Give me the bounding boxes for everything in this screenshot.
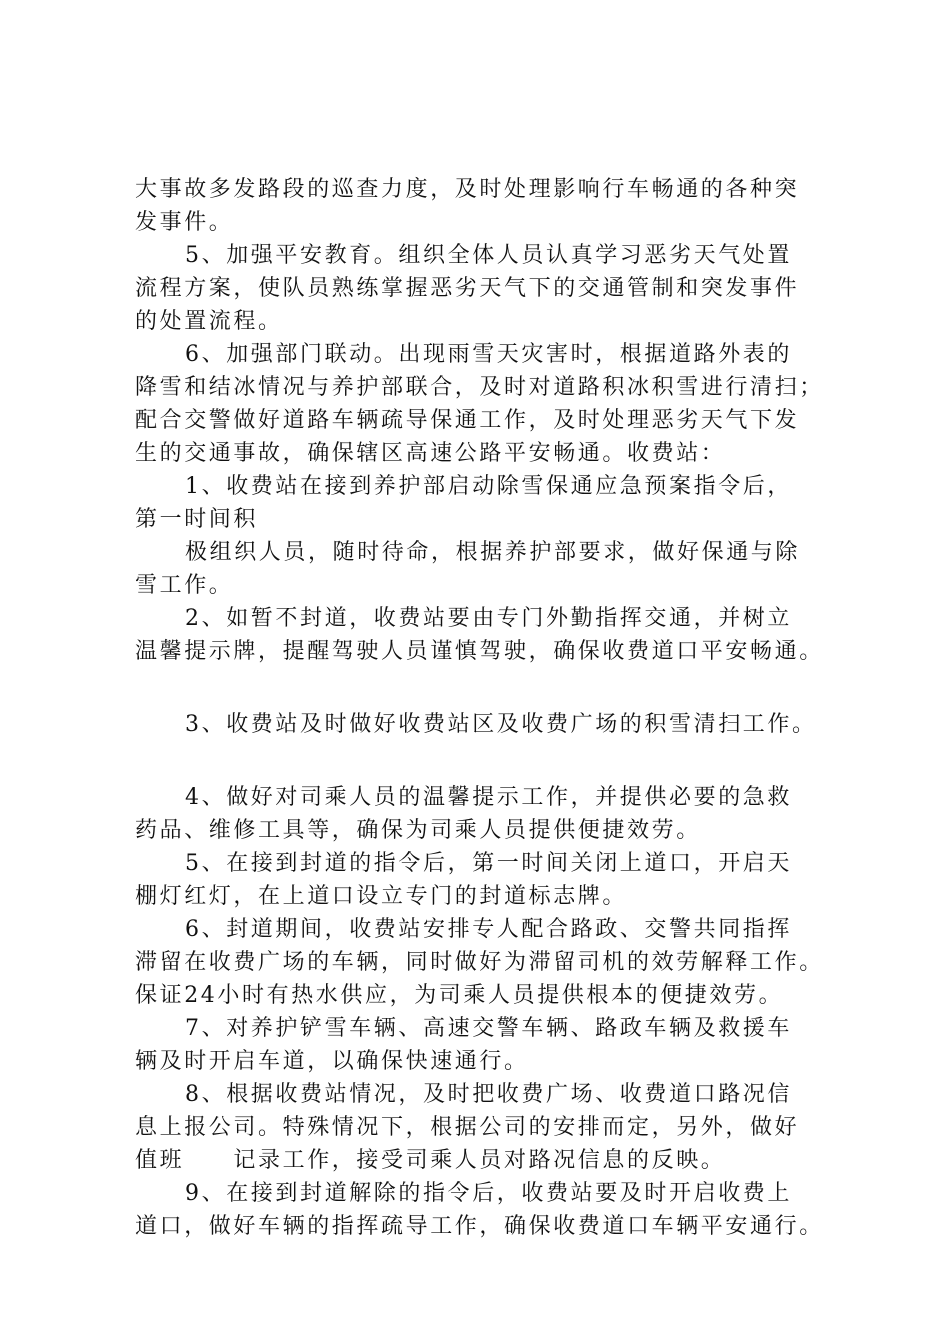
paragraph-line: 8、根据收费站情况，及时把收费广场、收费道口路况信 <box>185 1082 792 1107</box>
text-line: 息上报公司。特殊情况下，根据公司的安排而定，另外，做好 <box>135 1115 800 1140</box>
text-line: 的处置流程。 <box>135 309 283 334</box>
text-line: 值班 记录工作，接受司乘人员对路况信息的反映。 <box>135 1148 726 1173</box>
text-line: 大事故多发路段的巡查力度，及时处理影响行车畅通的各种突 <box>135 177 800 202</box>
text-line: 药品、维修工具等，确保为司乘人员提供便捷效劳。 <box>135 818 701 843</box>
text-line: 辆及时开启车道，以确保快速通行。 <box>135 1049 529 1074</box>
paragraph-line: 2、如暂不封道，收费站要由专门外勤指挥交通，并树立 <box>185 606 792 631</box>
paragraph-line: 4、做好对司乘人员的温馨提示工作，并提供必要的急救 <box>185 785 792 810</box>
paragraph-line: 6、加强部门联动。出现雨雪天灾害时，根据道路外表的 <box>185 342 792 367</box>
document-body <box>135 173 835 1243</box>
paragraph-line: 极组织人员，随时待命，根据养护部要求，做好保通与除 <box>185 540 801 565</box>
text-line: 第一时间积 <box>135 507 259 532</box>
blank-line <box>135 668 835 708</box>
paragraph-line: 3、收费站及时做好收费站区及收费广场的积雪清扫工作。 <box>185 712 817 737</box>
blank-line <box>135 741 835 781</box>
text-line: 配合交警做好道路车辆疏导保通工作，及时处理恶劣天气下发 <box>135 408 800 433</box>
text-line: 棚灯红灯，在上道口设立专门的封道标志牌。 <box>135 884 628 909</box>
paragraph-line: 5、加强平安教育。组织全体人员认真学习恶劣天气处置 <box>185 243 792 268</box>
text-line: 降雪和结冰情况与养护部联合，及时对道路积冰积雪进行清扫； <box>135 375 824 400</box>
text-line: 滞留在收费广场的车辆，同时做好为滞留司机的效劳解释工作。 <box>135 950 824 975</box>
paragraph-line: 9、在接到封道解除的指令后，收费站要及时开启收费上 <box>185 1181 792 1206</box>
paragraph-line: 6、封道期间，收费站安排专人配合路政、交警共同指挥 <box>185 917 792 942</box>
paragraph-line: 1、收费站在接到养护部启动除雪保通应急预案指令后， <box>185 474 792 499</box>
text-line: 温馨提示牌，提醒驾驶人员谨慎驾驶，确保收费道口平安畅通。 <box>135 639 824 664</box>
text-line: 道口，做好车辆的指挥疏导工作，确保收费道口车辆平安通行。 <box>135 1214 824 1239</box>
text-line: 保证24小时有热水供应，为司乘人员提供根本的便捷效劳。 <box>135 983 784 1008</box>
text-line: 生的交通事故，确保辖区高速公路平安畅通。收费站： <box>135 441 726 466</box>
text-line: 发事件。 <box>135 210 234 235</box>
paragraph-line: 5、在接到封道的指令后，第一时间关闭上道口，开启天 <box>185 851 792 876</box>
text-line: 雪工作。 <box>135 573 234 598</box>
text-line: 流程方案，使队员熟练掌握恶劣天气下的交通管制和突发事件 <box>135 276 800 301</box>
paragraph-line: 7、对养护铲雪车辆、高速交警车辆、路政车辆及救援车 <box>185 1016 792 1041</box>
